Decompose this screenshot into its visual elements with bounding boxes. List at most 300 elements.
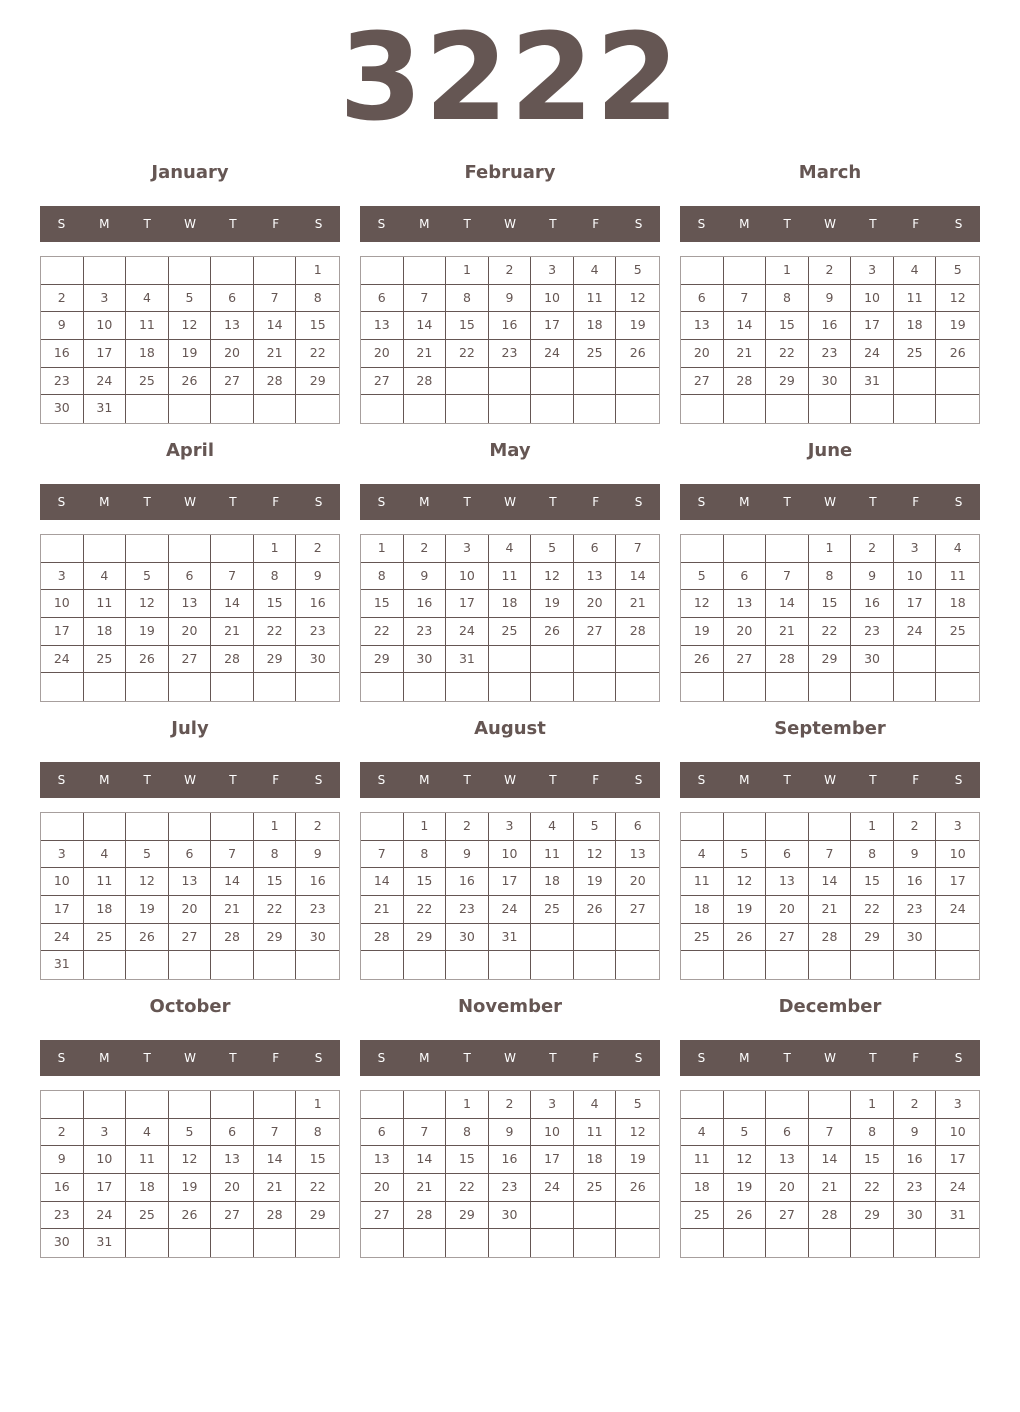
day-cell: 19 [724,1174,767,1202]
day-cell [766,395,809,423]
day-cell [531,924,574,952]
day-cell: 1 [446,257,489,285]
day-grid [40,1090,340,1258]
weekday-label: T [229,773,237,787]
day-cell: 19 [574,868,617,896]
weekday-label: W [504,1051,516,1065]
day-cell: 6 [574,535,617,563]
day-cell: 20 [724,618,767,646]
day-grid [680,256,980,424]
day-cell: 4 [126,1119,169,1147]
day-cell: 11 [574,1119,617,1147]
day-cell: 24 [84,1202,127,1230]
day-cell [41,535,84,563]
weekday-header [40,484,340,520]
day-cell: 10 [84,1146,127,1174]
day-cell: 7 [616,535,659,563]
day-cell: 11 [894,285,937,313]
weekday-label: F [592,217,600,231]
day-cell [809,1229,852,1257]
day-cell: 1 [254,535,297,563]
day-cell: 20 [169,896,212,924]
day-cell: 3 [936,813,979,841]
day-cell [766,1229,809,1257]
day-cell: 12 [574,841,617,869]
weekday-label: M [99,1051,110,1065]
weekday-label: F [272,773,280,787]
day-cell: 22 [809,618,852,646]
day-cell: 3 [84,285,127,313]
day-cell: 30 [296,924,339,952]
day-grid [360,812,660,980]
day-cell: 3 [531,1091,574,1119]
day-cell [41,673,84,701]
weekday-label: T [143,773,151,787]
day-cell [126,1091,169,1119]
day-cell [404,395,447,423]
day-cell: 4 [84,841,127,869]
day-cell: 14 [404,1146,447,1174]
day-cell: 17 [489,868,532,896]
weekday-label: T [869,495,877,509]
day-cell: 9 [296,841,339,869]
day-cell [531,1229,574,1257]
day-cell: 1 [296,257,339,285]
weekday-label: M [99,773,110,787]
day-cell: 25 [84,646,127,674]
day-cell [169,535,212,563]
day-cell: 23 [41,368,84,396]
day-cell [254,257,297,285]
day-cell: 26 [681,646,724,674]
day-cell: 2 [296,813,339,841]
day-cell: 13 [169,590,212,618]
day-cell: 22 [404,896,447,924]
day-cell: 4 [574,257,617,285]
day-cell [894,1229,937,1257]
day-cell: 11 [681,868,724,896]
day-cell [936,951,979,979]
day-cell: 15 [766,312,809,340]
day-cell: 23 [446,896,489,924]
weekday-label: W [504,495,516,509]
day-cell: 8 [254,841,297,869]
day-cell [211,257,254,285]
day-cell [616,951,659,979]
weekday-label: W [504,217,516,231]
day-cell: 12 [681,590,724,618]
day-cell: 1 [851,813,894,841]
day-cell: 7 [404,285,447,313]
day-cell [531,673,574,701]
day-cell: 30 [851,646,894,674]
day-cell: 18 [126,340,169,368]
day-cell [936,395,979,423]
day-cell [404,951,447,979]
day-cell [169,951,212,979]
day-cell: 17 [894,590,937,618]
day-cell: 9 [296,563,339,591]
day-cell: 6 [211,285,254,313]
weekday-label: M [99,495,110,509]
day-cell [681,1091,724,1119]
day-cell: 9 [894,841,937,869]
day-cell [531,951,574,979]
weekday-label: S [634,1051,643,1065]
day-cell: 14 [809,1146,852,1174]
day-cell: 4 [936,535,979,563]
weekday-label: F [272,495,280,509]
day-cell: 1 [361,535,404,563]
day-cell: 27 [169,646,212,674]
day-cell [254,673,297,701]
day-cell [361,1229,404,1257]
weekday-label: W [824,217,836,231]
day-cell: 28 [724,368,767,396]
day-cell: 26 [574,896,617,924]
day-cell: 4 [574,1091,617,1119]
day-cell [936,646,979,674]
day-cell [851,673,894,701]
day-cell: 2 [296,535,339,563]
day-cell [211,395,254,423]
day-cell: 25 [126,1202,169,1230]
day-cell [616,673,659,701]
day-cell: 29 [361,646,404,674]
day-cell: 4 [894,257,937,285]
day-cell: 8 [809,563,852,591]
day-cell: 19 [724,896,767,924]
day-cell [681,395,724,423]
day-cell [211,1229,254,1257]
day-cell [809,1091,852,1119]
day-cell: 16 [809,312,852,340]
weekday-label: S [57,495,66,509]
day-cell: 10 [446,563,489,591]
day-cell: 31 [489,924,532,952]
day-cell: 23 [809,340,852,368]
day-grid [360,256,660,424]
day-cell: 25 [126,368,169,396]
day-cell [446,1229,489,1257]
day-cell: 30 [894,924,937,952]
weekday-label: M [739,1051,750,1065]
day-cell [681,257,724,285]
day-cell: 19 [169,340,212,368]
day-cell: 19 [126,618,169,646]
day-cell: 27 [574,618,617,646]
weekday-label: M [99,217,110,231]
day-cell: 15 [404,868,447,896]
day-cell: 3 [531,257,574,285]
day-cell [681,951,724,979]
day-cell [126,951,169,979]
day-cell: 6 [766,841,809,869]
day-cell: 28 [254,368,297,396]
day-cell: 7 [254,1119,297,1147]
weekday-label: S [314,773,323,787]
weekday-header [680,1040,980,1076]
day-cell: 21 [809,1174,852,1202]
day-cell [616,368,659,396]
day-cell [724,951,767,979]
day-cell: 29 [296,368,339,396]
day-cell: 14 [404,312,447,340]
day-cell [574,924,617,952]
day-cell: 27 [616,896,659,924]
day-cell: 2 [489,257,532,285]
weekday-header [40,206,340,242]
day-cell: 12 [616,285,659,313]
day-cell: 5 [169,1119,212,1147]
day-cell [84,1091,127,1119]
day-cell: 2 [41,285,84,313]
day-cell: 5 [936,257,979,285]
day-cell: 21 [254,340,297,368]
day-cell: 18 [531,868,574,896]
day-cell: 16 [296,590,339,618]
day-cell: 23 [489,340,532,368]
day-cell [724,395,767,423]
weekday-label: T [783,1051,791,1065]
day-cell: 1 [254,813,297,841]
day-cell [894,395,937,423]
day-cell: 30 [296,646,339,674]
day-cell: 3 [41,841,84,869]
day-cell: 24 [894,618,937,646]
month-title: July [171,718,209,739]
day-cell: 27 [681,368,724,396]
day-cell: 22 [361,618,404,646]
day-cell: 14 [211,590,254,618]
day-cell: 15 [446,1146,489,1174]
day-cell: 20 [766,896,809,924]
day-cell [489,368,532,396]
day-cell [211,951,254,979]
day-cell: 11 [936,563,979,591]
day-cell: 1 [404,813,447,841]
weekday-label: F [592,773,600,787]
weekday-label: T [229,217,237,231]
day-cell: 18 [84,618,127,646]
day-cell: 27 [766,924,809,952]
day-cell [296,1229,339,1257]
day-cell: 9 [41,312,84,340]
day-cell: 23 [851,618,894,646]
day-cell: 15 [809,590,852,618]
day-cell [361,951,404,979]
day-cell: 22 [446,340,489,368]
day-cell: 16 [489,1146,532,1174]
day-cell: 6 [616,813,659,841]
day-cell: 16 [894,868,937,896]
day-cell: 30 [41,1229,84,1257]
day-cell [296,673,339,701]
day-cell: 31 [84,395,127,423]
day-cell [531,368,574,396]
day-cell: 28 [361,924,404,952]
day-cell: 29 [254,924,297,952]
day-cell: 28 [254,1202,297,1230]
day-cell: 16 [41,340,84,368]
day-cell: 7 [404,1119,447,1147]
day-cell [169,257,212,285]
day-cell [296,951,339,979]
day-cell: 4 [489,535,532,563]
weekday-label: T [143,495,151,509]
day-cell: 25 [681,1202,724,1230]
day-cell: 13 [681,312,724,340]
day-cell: 8 [851,841,894,869]
month-title: August [474,718,546,739]
day-cell: 31 [84,1229,127,1257]
weekday-label: W [824,773,836,787]
weekday-label: W [184,217,196,231]
day-cell [574,673,617,701]
day-cell: 11 [574,285,617,313]
day-cell: 6 [169,563,212,591]
weekday-label: S [634,217,643,231]
day-cell: 7 [361,841,404,869]
day-cell: 16 [41,1174,84,1202]
weekday-label: M [419,217,430,231]
day-cell [851,1229,894,1257]
day-cell: 30 [41,395,84,423]
weekday-label: T [869,773,877,787]
day-cell [851,395,894,423]
weekday-label: W [504,773,516,787]
day-cell [84,535,127,563]
day-cell [254,395,297,423]
weekday-header [360,762,660,798]
day-cell [361,673,404,701]
day-cell [809,951,852,979]
day-cell: 8 [296,1119,339,1147]
day-cell: 29 [254,646,297,674]
weekday-label: M [739,495,750,509]
day-cell: 21 [211,618,254,646]
day-cell [616,1202,659,1230]
day-cell: 24 [531,340,574,368]
day-cell [41,1091,84,1119]
day-cell: 15 [361,590,404,618]
day-cell: 19 [531,590,574,618]
day-cell: 15 [446,312,489,340]
day-cell: 7 [724,285,767,313]
day-cell: 3 [851,257,894,285]
weekday-label: T [143,1051,151,1065]
day-cell: 18 [681,1174,724,1202]
day-cell: 25 [531,896,574,924]
day-cell: 17 [41,618,84,646]
day-cell: 7 [211,563,254,591]
day-cell [126,395,169,423]
weekday-label: S [954,217,963,231]
day-cell [41,257,84,285]
day-cell [126,813,169,841]
day-cell: 23 [404,618,447,646]
month-title: May [489,440,531,461]
day-cell: 12 [126,590,169,618]
weekday-label: F [592,1051,600,1065]
day-cell: 12 [616,1119,659,1147]
weekday-header [360,484,660,520]
day-cell: 21 [404,340,447,368]
day-cell: 26 [126,646,169,674]
weekday-label: T [463,495,471,509]
day-cell: 20 [361,1174,404,1202]
day-cell: 20 [616,868,659,896]
day-cell: 18 [574,1146,617,1174]
day-cell: 27 [361,1202,404,1230]
day-cell [936,673,979,701]
day-cell: 27 [169,924,212,952]
day-cell [211,535,254,563]
day-cell: 10 [936,1119,979,1147]
day-cell [211,813,254,841]
day-cell [169,1091,212,1119]
day-cell: 23 [296,618,339,646]
day-cell: 10 [84,312,127,340]
day-cell: 18 [84,896,127,924]
weekday-label: S [314,495,323,509]
weekday-header [40,1040,340,1076]
day-cell: 9 [489,1119,532,1147]
day-cell: 2 [404,535,447,563]
day-cell: 3 [446,535,489,563]
day-cell: 23 [489,1174,532,1202]
weekday-label: S [954,773,963,787]
weekday-label: F [272,217,280,231]
weekday-label: T [783,773,791,787]
day-cell: 5 [616,257,659,285]
day-cell: 13 [361,1146,404,1174]
day-cell: 22 [851,896,894,924]
day-grid [680,812,980,980]
day-cell: 13 [211,1146,254,1174]
day-cell: 21 [211,896,254,924]
day-cell: 12 [724,1146,767,1174]
day-cell: 25 [84,924,127,952]
day-cell: 26 [616,340,659,368]
day-cell [574,395,617,423]
weekday-header [40,762,340,798]
day-cell [724,535,767,563]
day-cell [446,395,489,423]
day-cell: 27 [211,368,254,396]
weekday-label: S [697,217,706,231]
day-cell: 12 [169,312,212,340]
day-cell [489,1229,532,1257]
day-cell [126,257,169,285]
weekday-label: S [697,1051,706,1065]
day-cell: 17 [41,896,84,924]
day-cell [211,1091,254,1119]
day-cell: 14 [766,590,809,618]
weekday-label: S [377,495,386,509]
day-cell: 26 [616,1174,659,1202]
day-cell: 9 [894,1119,937,1147]
day-cell [616,1229,659,1257]
weekday-label: S [954,1051,963,1065]
day-cell: 26 [724,924,767,952]
day-cell: 5 [681,563,724,591]
day-cell: 10 [936,841,979,869]
weekday-label: F [912,495,920,509]
day-cell: 4 [84,563,127,591]
day-grid [360,1090,660,1258]
day-cell: 5 [724,841,767,869]
